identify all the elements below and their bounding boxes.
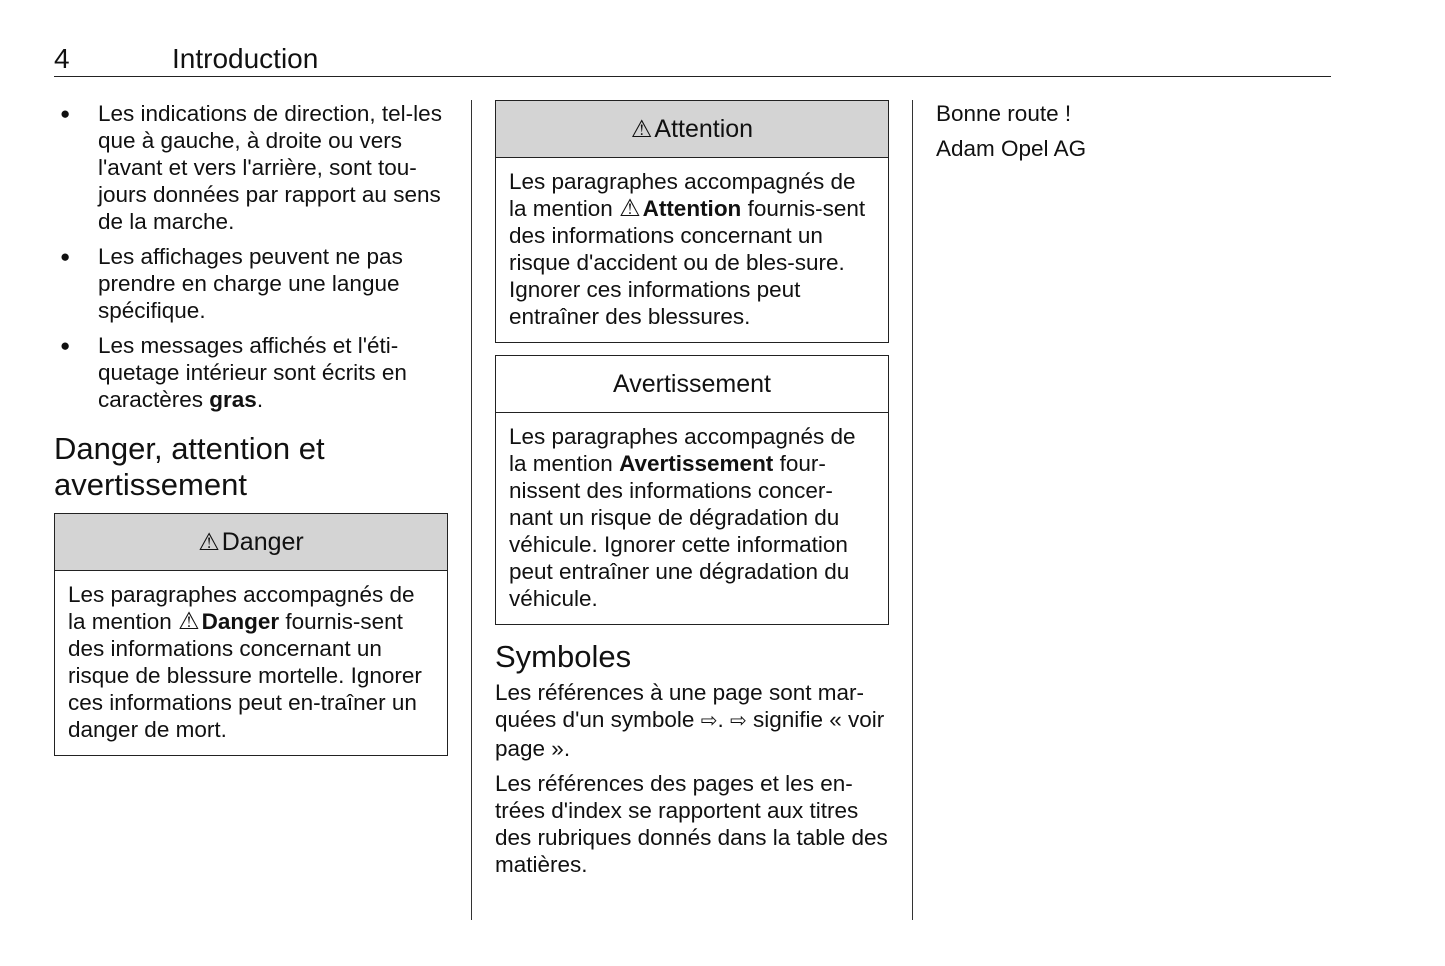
bullet-list — [54, 100, 448, 413]
column-divider-2 — [912, 100, 913, 920]
bullet-item: ● Les affichages peuvent ne pas prendre en charge une langue spécifique. — [54, 243, 448, 324]
danger-box-header — [55, 514, 447, 571]
column-right — [936, 100, 1330, 170]
page-reference-arrow-icon: ⇨ — [729, 710, 747, 732]
column-divider-1 — [471, 100, 472, 920]
avertissement-box-header — [496, 356, 888, 413]
attention-box-title: Attention — [654, 114, 754, 143]
page-header — [54, 40, 1331, 77]
attention-box — [495, 100, 889, 343]
greeting: Bonne route ! — [936, 101, 1072, 126]
danger-box-title: Danger — [221, 527, 304, 556]
warning-triangle-icon: ⚠ — [178, 608, 200, 635]
bold-keyword: gras — [209, 387, 257, 412]
column-left — [54, 100, 448, 768]
avertissement-box-body: Les paragraphes accompagnés de la mention Avertissement four-nissent des informations concer-nant un risque de dégradation du véhicule. Ignorer cette information peut entraîner une dégradation du véhicule. — [509, 424, 856, 611]
column-middle — [495, 100, 889, 886]
danger-box — [54, 513, 448, 756]
bullet-item: ● Les indications de direction, tel-les que à gauche, à droite ou vers l'avant et vers l'arrière, sont tou-jours données par rapport au sens de la marche. — [54, 100, 448, 235]
page-reference-arrow-icon: ⇨ — [700, 710, 718, 732]
bullet-item: ● Les messages affichés et l'éti-quetage intérieur sont écrits en caractères gras. — [54, 332, 448, 413]
symboles-paragraph-2: Les références des pages et les en-trées d'index se rapportent aux titres des rubriques donnés dans la table des matières. — [495, 771, 888, 877]
danger-box-body: Les paragraphes accompagnés de la mention ⚠Danger fournis-sent des informations concernant un risque de blessure mortelle. Ignorer ces informations peut en-traîner un danger de mort. — [68, 582, 422, 742]
symboles-paragraph-1: Les références à une page sont mar-quées d'un symbole ⇨. ⇨ signifie « voir page ». — [495, 680, 885, 761]
avertissement-box-title: Avertissement — [613, 369, 771, 398]
attention-box-header — [496, 101, 888, 158]
page-title: Introduction — [172, 43, 319, 74]
symboles-title: Symboles — [495, 639, 632, 674]
signature: Adam Opel AG — [936, 136, 1087, 161]
avertissement-box — [495, 355, 889, 625]
attention-box-body: Les paragraphes accompagnés de la mention ⚠Attention fournis-sent des informations concernant un risque d'accident ou de bles-sure. Ignorer ces informations peut entraîner des blessures. — [509, 169, 866, 329]
warning-triangle-icon: ⚠ — [630, 115, 653, 143]
warning-triangle-icon: ⚠ — [198, 528, 220, 556]
section-title: Danger, attention et avertissement — [54, 431, 325, 502]
warning-triangle-icon: ⚠ — [619, 195, 641, 222]
page-number: 4 — [54, 43, 70, 74]
